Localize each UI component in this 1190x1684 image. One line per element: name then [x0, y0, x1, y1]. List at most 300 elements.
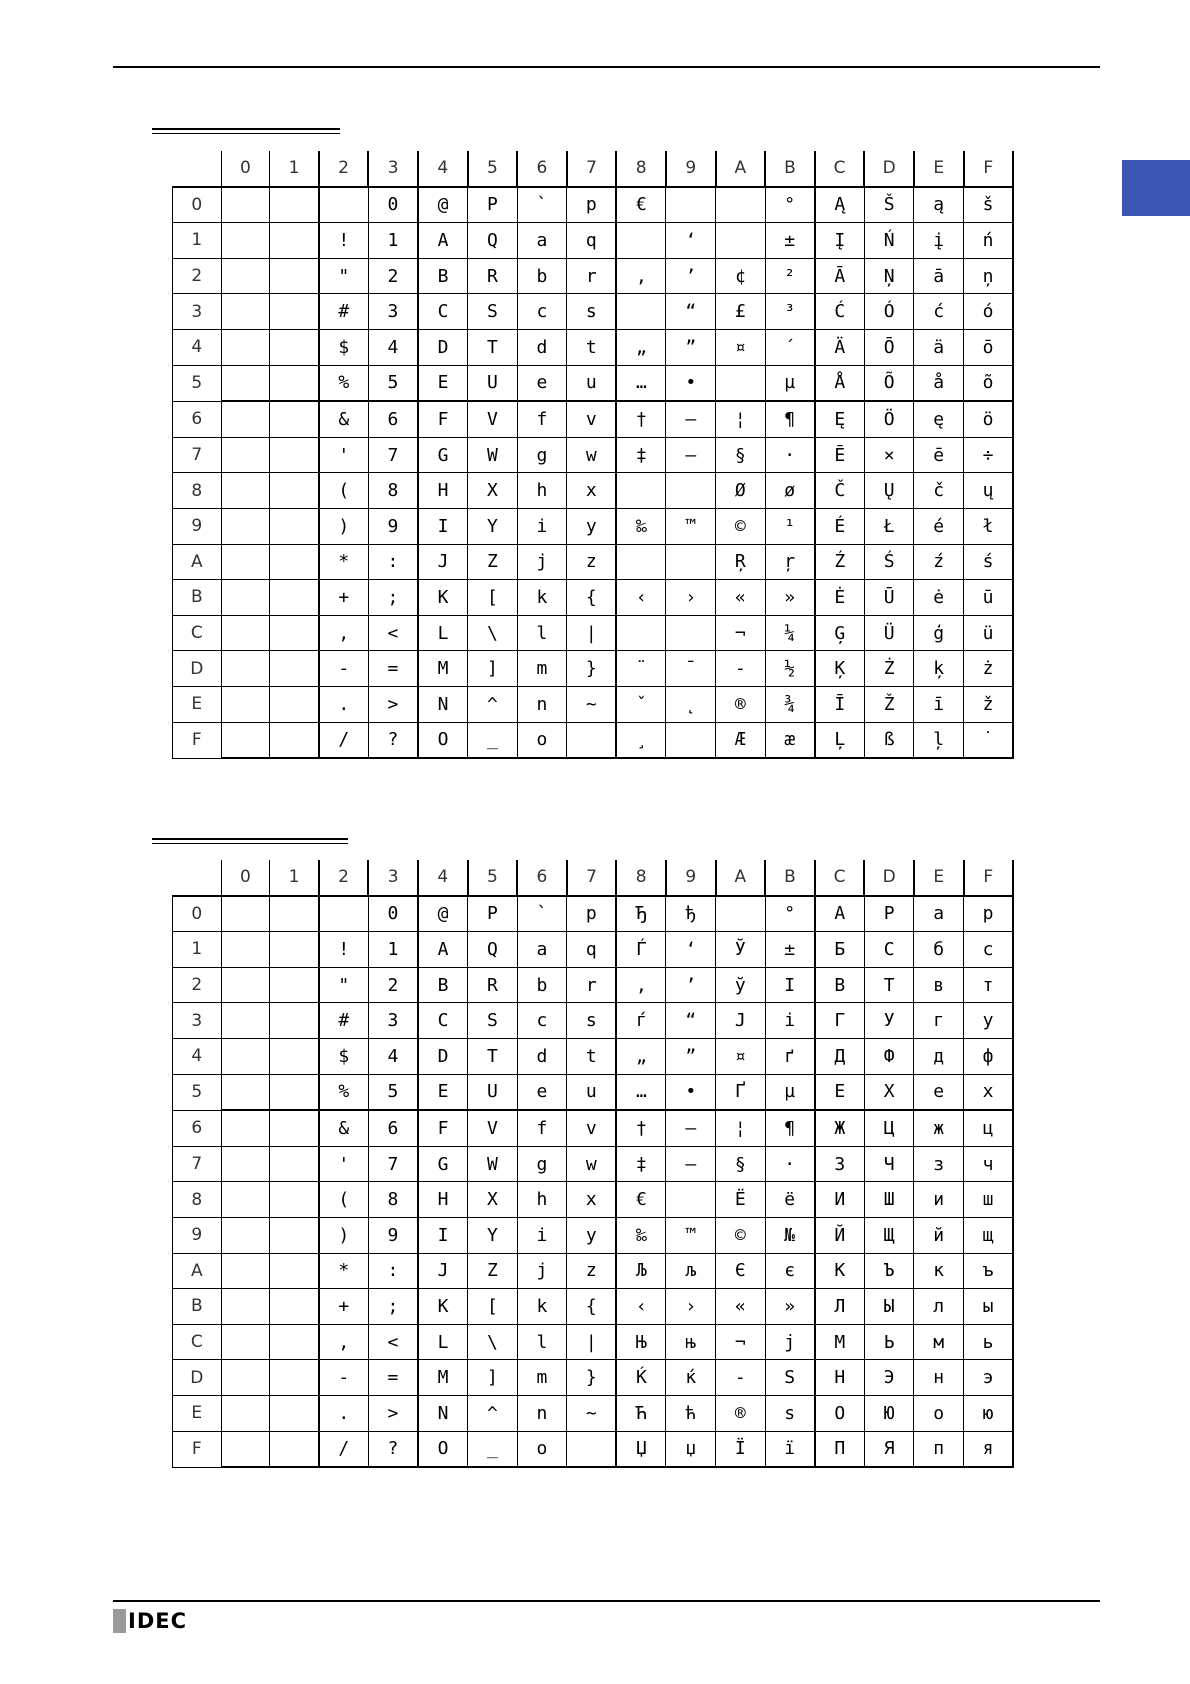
char-cell: [221, 258, 270, 294]
char-cell: о: [914, 1395, 964, 1431]
char-cell: ü: [964, 615, 1014, 651]
char-cell: v: [567, 401, 617, 437]
char-cell: ,: [319, 615, 369, 651]
char-cell: [270, 1395, 319, 1431]
column-header: 3: [368, 860, 418, 896]
row-header: 9: [173, 1217, 222, 1253]
char-cell: р: [964, 896, 1014, 932]
char-cell: Ö: [864, 401, 914, 437]
char-cell: Æ: [716, 722, 766, 758]
char-cell: [221, 967, 270, 1003]
char-cell: [221, 187, 270, 223]
char-cell: ¯: [666, 651, 716, 687]
char-cell: ¦: [716, 401, 766, 437]
row-header: 0: [173, 187, 222, 223]
char-cell: ”: [666, 1038, 716, 1074]
char-cell: ж: [914, 1110, 964, 1146]
logo-mark: [113, 1609, 126, 1633]
table-row: [173, 258, 1014, 294]
char-cell: Į: [815, 223, 865, 259]
char-cell: 5: [368, 365, 418, 401]
char-cell: ī: [914, 686, 964, 722]
char-cell: 9: [368, 508, 418, 544]
char-cell: [221, 1182, 270, 1218]
char-cell: т: [964, 967, 1014, 1003]
char-cell: [221, 1395, 270, 1431]
char-cell: Ц: [864, 1110, 914, 1146]
char-cell: -: [319, 651, 369, 687]
char-cell: Э: [864, 1360, 914, 1396]
char-cell: >: [368, 686, 418, 722]
row-header: 1: [173, 932, 222, 968]
char-cell: |: [567, 1324, 617, 1360]
char-cell: W: [468, 1146, 518, 1182]
char-cell: F: [418, 401, 468, 437]
row-header: 8: [173, 473, 222, 509]
char-cell: <: [368, 1324, 418, 1360]
char-cell: [221, 1038, 270, 1074]
char-cell: 5: [368, 1074, 418, 1110]
char-cell: Ī: [815, 686, 865, 722]
char-cell: Я: [864, 1431, 914, 1467]
char-cell: [270, 187, 319, 223]
char-cell: Щ: [864, 1217, 914, 1253]
char-cell: Ę: [815, 401, 865, 437]
char-cell: k: [517, 580, 567, 616]
char-cell: ö: [964, 401, 1014, 437]
char-cell: —: [666, 1146, 716, 1182]
char-cell: _: [468, 1431, 518, 1467]
footer-rule: [113, 1600, 1100, 1602]
char-cell: ć: [914, 294, 964, 330]
char-cell: (: [319, 1182, 369, 1218]
char-cell: §: [716, 437, 766, 473]
table-row: [173, 1110, 1014, 1146]
char-cell: D: [418, 329, 468, 365]
char-cell: [221, 722, 270, 758]
char-cell: C: [418, 1003, 468, 1039]
char-cell: H: [418, 473, 468, 509]
char-cell: Z: [468, 1253, 518, 1289]
char-cell: ~: [567, 686, 617, 722]
table-row: [173, 1289, 1014, 1325]
char-cell: А: [815, 896, 865, 932]
column-header: 5: [468, 860, 518, 896]
char-cell: ¨: [616, 651, 666, 687]
column-header: 7: [567, 860, 617, 896]
char-cell: ћ: [666, 1395, 716, 1431]
char-cell: 9: [368, 1217, 418, 1253]
char-cell: [221, 401, 270, 437]
char-cell: ¶: [765, 1110, 815, 1146]
char-cell: 1: [368, 223, 418, 259]
char-cell: —: [666, 437, 716, 473]
char-cell: t: [567, 1038, 617, 1074]
char-cell: ¸: [616, 722, 666, 758]
char-cell: B: [418, 967, 468, 1003]
column-header: 0: [221, 860, 270, 896]
char-cell: D: [418, 1038, 468, 1074]
row-header: 4: [173, 329, 222, 365]
table-row: [173, 1431, 1014, 1467]
char-cell: S: [468, 294, 518, 330]
table-row: [173, 544, 1014, 580]
table-row: [173, 967, 1014, 1003]
table-row: [173, 223, 1014, 259]
char-cell: 8: [368, 1182, 418, 1218]
char-cell: [666, 615, 716, 651]
char-cell: j: [517, 544, 567, 580]
char-cell: ‡: [616, 437, 666, 473]
char-cell: Š: [864, 187, 914, 223]
char-cell: f: [517, 401, 567, 437]
char-cell: z: [567, 544, 617, 580]
char-cell: “: [666, 1003, 716, 1039]
table-row: [173, 473, 1014, 509]
char-cell: ђ: [666, 896, 716, 932]
char-cell: Q: [468, 932, 518, 968]
char-cell: Ņ: [864, 258, 914, 294]
row-header: 4: [173, 1038, 222, 1074]
row-header: D: [173, 651, 222, 687]
char-cell: Ē: [815, 437, 865, 473]
char-cell: /: [319, 1431, 369, 1467]
char-cell: [221, 1360, 270, 1396]
char-cell: …: [616, 1074, 666, 1110]
char-cell: [270, 1217, 319, 1253]
char-cell: µ: [765, 1074, 815, 1110]
char-cell: Ж: [815, 1110, 865, 1146]
char-cell: ą: [914, 187, 964, 223]
char-cell: Ė: [815, 580, 865, 616]
char-cell: ©: [716, 1217, 766, 1253]
char-cell: °: [765, 187, 815, 223]
char-cell: [270, 686, 319, 722]
char-cell: ї: [765, 1431, 815, 1467]
char-cell: °: [765, 896, 815, 932]
table-row: [173, 1360, 1014, 1396]
row-header: E: [173, 686, 222, 722]
column-header: 9: [666, 860, 716, 896]
column-header: 6: [517, 151, 567, 187]
char-cell: A: [418, 932, 468, 968]
char-cell: ¤: [716, 329, 766, 365]
char-cell: [270, 1289, 319, 1325]
char-cell: №: [765, 1217, 815, 1253]
char-cell: æ: [765, 722, 815, 758]
row-header: 0: [173, 896, 222, 932]
char-cell: }: [567, 1360, 617, 1396]
char-cell: [270, 401, 319, 437]
char-cell: E: [418, 365, 468, 401]
char-cell: §: [716, 1146, 766, 1182]
char-cell: ū: [964, 580, 1014, 616]
column-header: 1: [270, 151, 319, 187]
char-cell: ‰: [616, 1217, 666, 1253]
char-cell: К: [815, 1253, 865, 1289]
char-cell: [221, 651, 270, 687]
char-cell: s: [567, 1003, 617, 1039]
char-cell: –: [666, 1110, 716, 1146]
char-cell: ½: [765, 651, 815, 687]
char-cell: ±: [765, 223, 815, 259]
char-cell: Н: [815, 1360, 865, 1396]
char-cell: J: [418, 544, 468, 580]
char-cell: м: [914, 1324, 964, 1360]
char-cell: [616, 473, 666, 509]
char-cell: Ђ: [616, 896, 666, 932]
char-cell: $: [319, 329, 369, 365]
char-cell: 8: [368, 473, 418, 509]
char-cell: E: [418, 1074, 468, 1110]
char-cell: Ø: [716, 473, 766, 509]
char-cell: [270, 1431, 319, 1467]
char-cell: :: [368, 1253, 418, 1289]
column-header: 2: [319, 860, 369, 896]
section-heading-underline-1: [152, 128, 340, 134]
logo-text: IDEC: [128, 1609, 188, 1633]
char-cell: Ź: [815, 544, 865, 580]
char-cell: ": [319, 967, 369, 1003]
column-header: 2: [319, 151, 369, 187]
char-cell: ^: [468, 686, 518, 722]
char-cell: d: [517, 329, 567, 365]
row-header: 7: [173, 1146, 222, 1182]
char-cell: [270, 896, 319, 932]
char-cell: a: [517, 223, 567, 259]
char-cell: I: [418, 1217, 468, 1253]
char-cell: [616, 294, 666, 330]
char-cell: ģ: [914, 615, 964, 651]
table-row: [173, 1217, 1014, 1253]
char-cell: }: [567, 651, 617, 687]
table-row: [173, 1395, 1014, 1431]
char-cell: ]: [468, 1360, 518, 1396]
char-cell: [270, 1324, 319, 1360]
char-cell: „: [616, 1038, 666, 1074]
char-cell: µ: [765, 365, 815, 401]
char-cell: Ģ: [815, 615, 865, 651]
char-cell: [221, 437, 270, 473]
char-cell: ѕ: [765, 1395, 815, 1431]
char-cell: k: [517, 1289, 567, 1325]
char-cell: [716, 896, 766, 932]
char-cell: ё: [765, 1182, 815, 1218]
char-cell: L: [418, 615, 468, 651]
char-cell: Ą: [815, 187, 865, 223]
column-header: 4: [418, 151, 468, 187]
char-cell: щ: [964, 1217, 1014, 1253]
table-row: [173, 722, 1014, 758]
char-cell: ц: [964, 1110, 1014, 1146]
char-cell: ¢: [716, 258, 766, 294]
char-cell: /: [319, 722, 369, 758]
char-cell: 3: [368, 1003, 418, 1039]
char-cell: В: [815, 967, 865, 1003]
table-row: [173, 437, 1014, 473]
table-row: [173, 1324, 1014, 1360]
char-cell: h: [517, 1182, 567, 1218]
char-cell: з: [914, 1146, 964, 1182]
char-cell: i: [517, 508, 567, 544]
char-cell: [221, 365, 270, 401]
char-cell: e: [517, 365, 567, 401]
char-cell: б: [914, 932, 964, 968]
char-cell: ': [319, 1146, 369, 1182]
char-cell: [221, 473, 270, 509]
char-cell: Е: [815, 1074, 865, 1110]
char-cell: [270, 473, 319, 509]
char-cell: T: [468, 1038, 518, 1074]
char-cell: [716, 223, 766, 259]
char-cell: [567, 1431, 617, 1467]
char-cell: »: [765, 580, 815, 616]
char-cell: K: [418, 1289, 468, 1325]
char-cell: V: [468, 1110, 518, 1146]
char-cell: ¹: [765, 508, 815, 544]
char-cell: Ѕ: [765, 1360, 815, 1396]
char-cell: М: [815, 1324, 865, 1360]
char-cell: P: [468, 896, 518, 932]
char-cell: å: [914, 365, 964, 401]
char-cell: І: [765, 967, 815, 1003]
char-cell: і: [765, 1003, 815, 1039]
char-cell: Y: [468, 1217, 518, 1253]
row-header: 1: [173, 223, 222, 259]
char-cell: h: [517, 473, 567, 509]
char-cell: [270, 651, 319, 687]
row-header: 6: [173, 1110, 222, 1146]
char-cell: [221, 1431, 270, 1467]
char-cell: ,: [319, 1324, 369, 1360]
char-cell: Ķ: [815, 651, 865, 687]
char-cell: а: [914, 896, 964, 932]
char-cell: R: [468, 258, 518, 294]
char-cell: ´: [765, 329, 815, 365]
char-cell: ф: [964, 1038, 1014, 1074]
char-cell: -: [319, 1360, 369, 1396]
char-cell: Ż: [864, 651, 914, 687]
char-cell: <: [368, 615, 418, 651]
table-row: [173, 1038, 1014, 1074]
column-header: 5: [468, 151, 518, 187]
char-cell: ń: [964, 223, 1014, 259]
char-cell: &: [319, 401, 369, 437]
char-cell: н: [914, 1360, 964, 1396]
char-cell: с: [964, 932, 1014, 968]
char-cell: ‚: [616, 967, 666, 1003]
table-row: [173, 187, 1014, 223]
char-cell: ы: [964, 1289, 1014, 1325]
char-cell: q: [567, 223, 617, 259]
char-cell: [221, 1003, 270, 1039]
char-cell: Љ: [616, 1253, 666, 1289]
char-cell: ^: [468, 1395, 518, 1431]
char-cell: Ќ: [616, 1360, 666, 1396]
char-cell: ‘: [666, 932, 716, 968]
char-cell: [221, 544, 270, 580]
table-row: [173, 896, 1014, 932]
char-cell: Ґ: [716, 1074, 766, 1110]
table-corner: [173, 860, 222, 896]
char-cell: в: [914, 967, 964, 1003]
char-cell: Ё: [716, 1182, 766, 1218]
char-cell: •: [666, 1074, 716, 1110]
char-cell: –: [666, 401, 716, 437]
char-cell: €: [616, 1182, 666, 1218]
char-cell: ј: [765, 1324, 815, 1360]
row-header: B: [173, 1289, 222, 1325]
char-cell: Õ: [864, 365, 914, 401]
char-cell: *: [319, 1253, 369, 1289]
char-cell: [221, 686, 270, 722]
char-cell: V: [468, 401, 518, 437]
char-cell: u: [567, 365, 617, 401]
char-cell: [616, 544, 666, 580]
char-cell: X: [468, 1182, 518, 1218]
char-cell: ˙: [964, 722, 1014, 758]
column-header: F: [964, 151, 1014, 187]
char-cell: Д: [815, 1038, 865, 1074]
char-cell: ņ: [964, 258, 1014, 294]
char-cell: [666, 473, 716, 509]
char-cell: (: [319, 473, 369, 509]
column-header: 6: [517, 860, 567, 896]
char-cell: Ū: [864, 580, 914, 616]
char-cell: [270, 258, 319, 294]
char-cell: Ł: [864, 508, 914, 544]
char-cell: z: [567, 1253, 617, 1289]
char-cell: 7: [368, 1146, 418, 1182]
table-row: [173, 1182, 1014, 1218]
char-cell: M: [418, 651, 468, 687]
column-header: C: [815, 860, 865, 896]
char-cell: é: [914, 508, 964, 544]
char-cell: [716, 187, 766, 223]
char-cell: ): [319, 1217, 369, 1253]
char-cell: [270, 1360, 319, 1396]
char-cell: m: [517, 651, 567, 687]
char-cell: ļ: [914, 722, 964, 758]
char-cell: Й: [815, 1217, 865, 1253]
char-cell: #: [319, 1003, 369, 1039]
column-header: A: [716, 151, 766, 187]
char-cell: 3: [368, 294, 418, 330]
char-cell: š: [964, 187, 1014, 223]
char-cell: _: [468, 722, 518, 758]
char-cell: ķ: [914, 651, 964, 687]
char-cell: ю: [964, 1395, 1014, 1431]
char-cell: +: [319, 1289, 369, 1325]
char-cell: [221, 1253, 270, 1289]
char-cell: p: [567, 896, 617, 932]
char-cell: [666, 722, 716, 758]
char-cell: q: [567, 932, 617, 968]
char-cell: ›: [666, 1289, 716, 1325]
column-header: D: [864, 860, 914, 896]
row-header: 2: [173, 258, 222, 294]
char-cell: [666, 1182, 716, 1218]
char-cell: į: [914, 223, 964, 259]
table-row: [173, 580, 1014, 616]
char-cell: [666, 544, 716, 580]
char-cell: X: [468, 473, 518, 509]
char-cell: Є: [716, 1253, 766, 1289]
char-cell: ¦: [716, 1110, 766, 1146]
char-cell: ¤: [716, 1038, 766, 1074]
char-cell: ×: [864, 437, 914, 473]
char-cell: B: [418, 258, 468, 294]
